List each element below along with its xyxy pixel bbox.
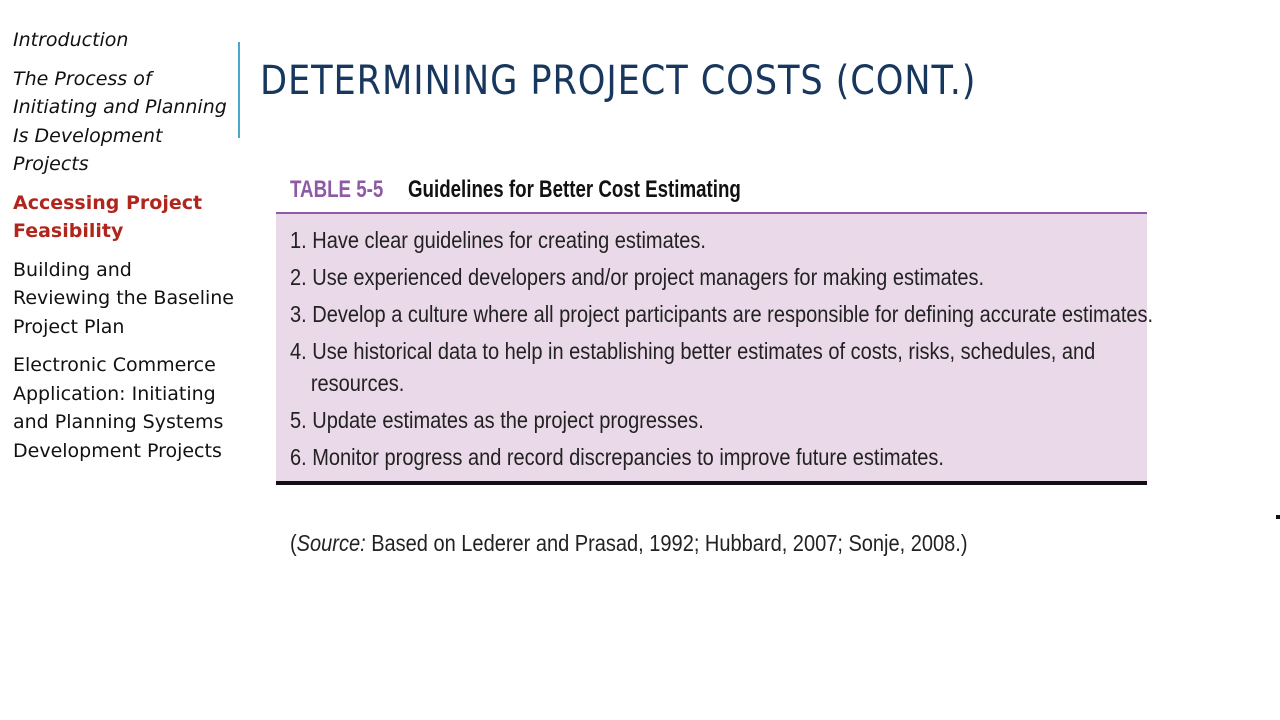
guideline-item: 1. Have clear guidelines for creating estimates. bbox=[290, 227, 706, 253]
sidebar-item-project-feasibility[interactable]: Accessing Project Feasibility bbox=[13, 191, 203, 242]
table-number: TABLE 5-5 bbox=[290, 176, 384, 203]
guidelines-table bbox=[276, 170, 1154, 485]
sidebar-item-introduction[interactable]: Introduction bbox=[13, 29, 129, 51]
guideline-item: 4. Use historical data to help in establishing better estimates of costs, risks, schedules, and resources. bbox=[290, 338, 1096, 396]
sidebar-item-electronic-commerce[interactable]: Electronic Commerce Application: Initiating and Planning Systems Development Projects bbox=[13, 354, 224, 462]
sidebar-divider bbox=[238, 42, 240, 138]
sidebar-item-initiating-and-planning[interactable]: The Process of Initiating and Planning Is Development Projects bbox=[13, 67, 227, 175]
guideline-item: 5. Update estimates as the project progresses. bbox=[290, 407, 704, 433]
guideline-item: 3. Develop a culture where all project participants are responsible for defining accurate estimates. bbox=[290, 301, 1154, 327]
source-text: Based on Lederer and Prasad, 1992; Hubbard, 2007; Sonje, 2008. bbox=[371, 530, 961, 556]
table-header bbox=[276, 170, 1147, 214]
next-slide-edge bbox=[1276, 515, 1280, 519]
guideline-item: 2. Use experienced developers and/or project managers for making estimates. bbox=[290, 264, 985, 290]
guideline-item: 6. Monitor progress and record discrepancies to improve future estimates. bbox=[290, 444, 944, 470]
table-source-citation: (Source: Based on Lederer and Prasad, 1992; Hubbard, 2007; Sonje, 2008.) bbox=[290, 530, 968, 556]
table-body bbox=[276, 214, 1154, 485]
table-caption: Guidelines for Better Cost Estimating bbox=[408, 176, 741, 203]
sidebar-item-baseline-project-plan[interactable]: Building and Reviewing the Baseline Project Plan bbox=[13, 258, 234, 338]
slide-outline-sidebar bbox=[13, 26, 235, 475]
slide-title: DETERMINING PROJECT COSTS (CONT.) bbox=[260, 58, 977, 104]
source-label: Source: bbox=[296, 530, 366, 556]
